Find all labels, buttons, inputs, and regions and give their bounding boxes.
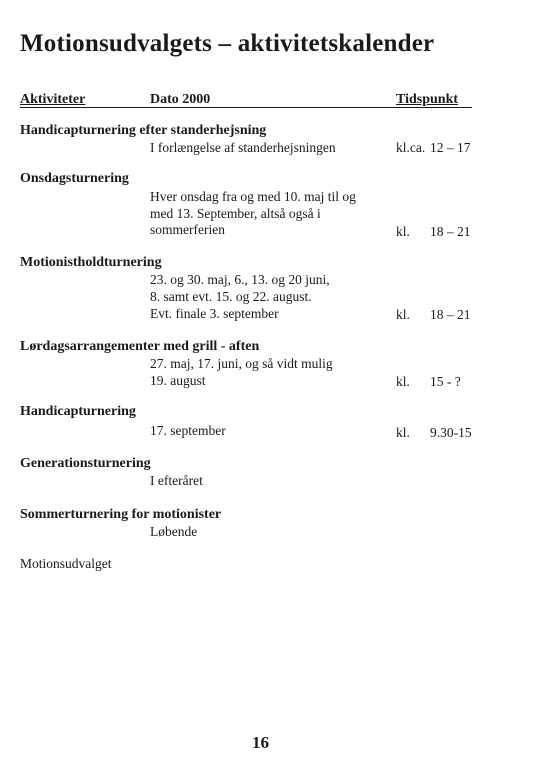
event-description-line: Hver onsdag fra og med 10. maj til og [150, 189, 356, 204]
event-time-prefix: kl. [396, 374, 410, 389]
event-time-value: 18 – 21 [430, 307, 471, 322]
signature: Motionsudvalget [20, 556, 112, 571]
header-date: Dato 2000 [150, 92, 211, 107]
event-name: Lørdagsarrangementer med grill - aften [20, 339, 260, 354]
event-description-line: 17. september [150, 423, 226, 438]
event-name: Generationsturnering [20, 456, 151, 471]
page-number: 16 [252, 733, 269, 752]
event-name: Handicapturnering efter standerhejsning [20, 123, 267, 138]
header-rule [20, 107, 472, 108]
event-name: Motionistholdturnering [20, 255, 162, 270]
header-time: Tidspunkt [396, 92, 459, 107]
event-description-line: 19. august [150, 373, 206, 388]
event-description-line: I efteråret [150, 473, 203, 488]
event-time-prefix: kl. [396, 425, 410, 440]
event-description-line: Løbende [150, 524, 198, 539]
event-time-value: 9.30-15 [430, 425, 472, 440]
event-time-value: 18 – 21 [430, 224, 471, 239]
page-title: Motionsudvalgets – aktivitetskalender [20, 30, 435, 57]
event-description-line: I forlængelse af standerhejsningen [150, 140, 336, 155]
event-name: Sommerturnering for motionister [20, 507, 222, 522]
event-description-line: 27. maj, 17. juni, og så vidt mulig [150, 356, 333, 371]
event-name: Handicapturnering [20, 404, 136, 419]
event-time-prefix: kl.ca. [396, 140, 426, 155]
header-activity: Aktiviteter [20, 92, 86, 107]
event-description-line: med 13. September, altså også i [150, 206, 321, 221]
event-time-value: 12 – 17 [430, 140, 471, 155]
event-name: Onsdagsturnering [20, 171, 129, 186]
event-description-line: 8. samt evt. 15. og 22. august. [150, 289, 312, 304]
event-description-line: 23. og 30. maj, 6., 13. og 20 juni, [150, 272, 330, 287]
event-time-value: 15 - ? [430, 374, 461, 389]
event-description-line: sommerferien [150, 222, 225, 237]
event-description-line: Evt. finale 3. september [150, 306, 279, 321]
event-time-prefix: kl. [396, 307, 410, 322]
event-time-prefix: kl. [396, 224, 410, 239]
